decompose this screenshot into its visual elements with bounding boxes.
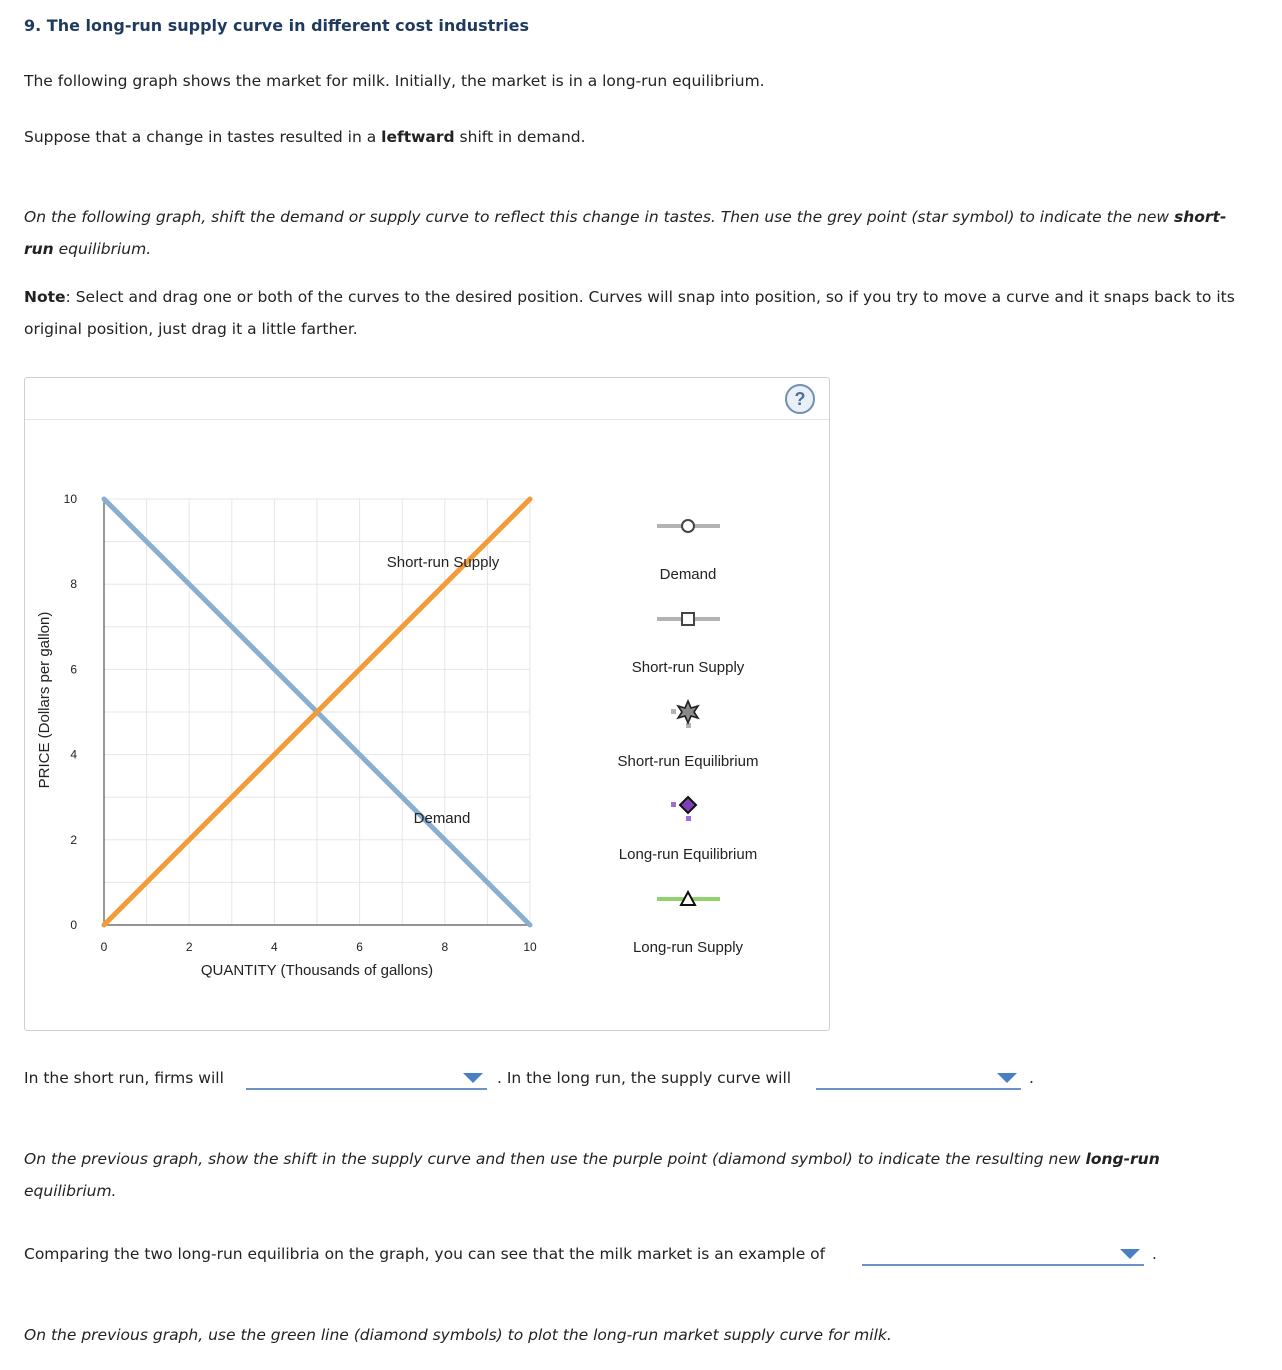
star-marker-icon xyxy=(678,701,698,723)
x-tick-label: 2 xyxy=(185,940,193,954)
help-icon[interactable]: ? xyxy=(785,384,815,414)
note-text: : Select and drag one or both of the curves to the desired position. Curves will snap into position, so if you try to move a curve and it snaps back to its original position, just drag it a little farther. xyxy=(24,288,1235,338)
x-tick-label: 4 xyxy=(271,940,278,954)
intro-line-1: The following graph shows the market for milk. Initially, the market is in a long-run equilibrium. xyxy=(24,72,765,90)
legend-demand-tool[interactable] xyxy=(657,520,720,532)
q2-period: . xyxy=(1152,1245,1157,1263)
intro-line-2 xyxy=(24,121,1254,153)
y-tick-label: 2 xyxy=(70,832,77,847)
chevron-down-icon xyxy=(1120,1249,1140,1259)
intro-line-2-bold: leftward xyxy=(381,128,455,146)
y-tick-label: 0 xyxy=(70,918,77,932)
legend-long-run-supply-label: Long-run Supply xyxy=(632,939,744,956)
square-marker-icon xyxy=(682,613,694,625)
q1-period: . xyxy=(1029,1069,1034,1087)
instruction-2-pre: On the previous graph, show the shift in the supply curve and then use the purple point (diamond symbol) to indicate the resulting new xyxy=(24,1150,1086,1168)
legend-short-run-equilibrium-tool[interactable] xyxy=(671,701,698,728)
purple-dash-icon xyxy=(671,802,676,807)
instruction-1-post: equilibrium. xyxy=(53,240,152,258)
graph-panel xyxy=(24,377,830,1031)
market-chart[interactable] xyxy=(25,378,829,1030)
y-tick-label: 10 xyxy=(63,492,77,506)
instruction-1-bold: short-run xyxy=(24,208,1227,258)
y-tick-label: 8 xyxy=(70,577,77,592)
instruction-1-pre: On the following graph, shift the demand or supply curve to reflect this change in tastes. Then use the grey point (star symbol) to indicate the new xyxy=(24,208,1174,226)
intro-line-2-pre: Suppose that a change in tastes resulted in a xyxy=(24,128,382,146)
instruction-2-bold: long-run xyxy=(1085,1150,1160,1168)
instruction-3: On the previous graph, use the green line (diamond symbols) to plot the long-run market supply curve for milk. xyxy=(24,1326,892,1344)
instruction-2 xyxy=(24,1143,1254,1207)
note xyxy=(24,281,1254,345)
intro-line-2-post: shift in demand. xyxy=(454,128,586,146)
x-tick-label: 8 xyxy=(441,940,449,954)
x-tick-label: 10 xyxy=(523,940,537,954)
annotation-short-run-supply: Short-run Supply xyxy=(386,554,500,571)
q1-middle: . In the long run, the supply curve will xyxy=(497,1069,792,1087)
grey-dash-icon xyxy=(671,709,676,714)
note-label: Note xyxy=(24,288,66,306)
y-axis-label: PRICE (Dollars per gallon) xyxy=(36,611,53,789)
x-tick-label: 6 xyxy=(356,940,363,954)
x-tick-label: 0 xyxy=(100,940,108,954)
q2-prefix: Comparing the two long-run equilibria on the graph, you can see that the milk market is an example of xyxy=(24,1245,826,1263)
annotation-demand: Demand xyxy=(413,810,471,827)
y-tick-label: 6 xyxy=(70,662,77,677)
legend-long-run-equilibrium-tool[interactable] xyxy=(671,797,696,821)
short-run-firms-dropdown[interactable] xyxy=(246,1066,487,1090)
x-axis-label: QUANTITY (Thousands of gallons) xyxy=(200,962,434,979)
long-run-supply-dropdown[interactable] xyxy=(816,1066,1021,1090)
chevron-down-icon xyxy=(463,1073,483,1083)
chevron-down-icon xyxy=(997,1073,1017,1083)
legend-demand-label: Demand xyxy=(659,566,717,583)
page-title: 9. The long-run supply curve in different cost industries xyxy=(24,16,530,35)
legend-short-run-equilibrium-label: Short-run Equilibrium xyxy=(617,753,759,770)
legend-long-run-equilibrium-label: Long-run Equilibrium xyxy=(618,846,758,863)
purple-dash-icon xyxy=(686,816,691,821)
legend-long-run-supply-tool[interactable] xyxy=(657,892,720,905)
instruction-1 xyxy=(24,201,1254,265)
instruction-2-post: equilibrium. xyxy=(24,1182,117,1200)
circle-marker-icon xyxy=(682,520,694,532)
y-tick-label: 4 xyxy=(70,747,77,762)
diamond-marker-icon xyxy=(680,797,696,813)
legend-supply-tool[interactable] xyxy=(657,613,720,625)
legend-short-run-supply-label: Short-run Supply xyxy=(631,659,745,676)
q1-prefix: In the short run, firms will xyxy=(24,1069,224,1087)
industry-type-dropdown[interactable] xyxy=(862,1242,1144,1266)
